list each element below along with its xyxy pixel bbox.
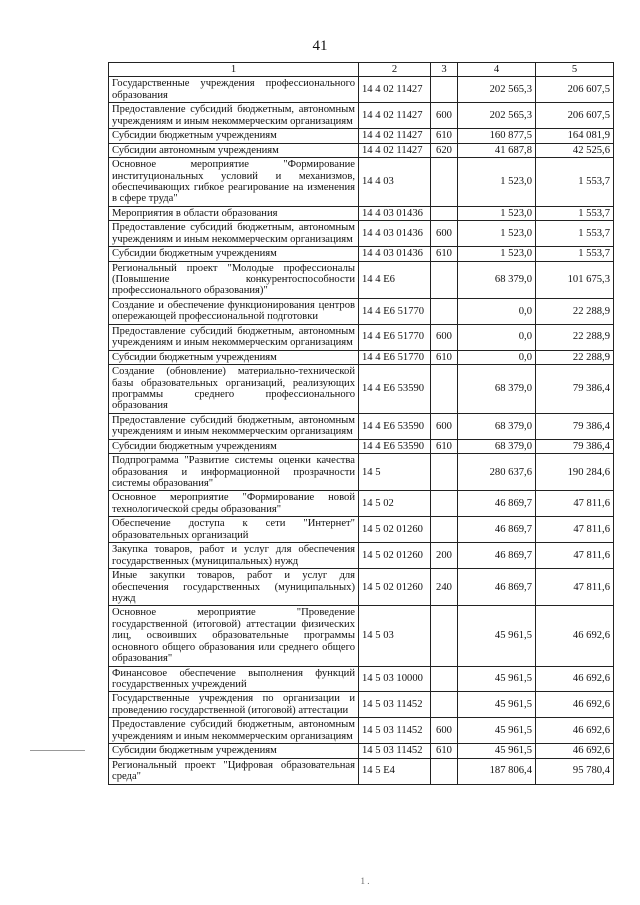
cell-name: Предоставление субсидий бюджетным, автономным учреждениям и иным некоммерческим организациям — [109, 324, 359, 350]
cell-amount-year-1: 46 869,7 — [458, 517, 536, 543]
cell-amount-year-1: 0,0 — [458, 350, 536, 364]
cell-expense-type: 610 — [431, 247, 458, 261]
cell-expense-type: 200 — [431, 543, 458, 569]
cell-code: 14 5 02 — [359, 491, 431, 517]
cell-code: 14 4 02 11427 — [359, 77, 431, 103]
cell-expense-type — [431, 158, 458, 207]
table-row — [109, 543, 614, 569]
cell-expense-type — [431, 298, 458, 324]
table-row — [109, 692, 614, 718]
budget-table — [108, 62, 614, 785]
cell-name: Субсидии автономным учреждениям — [109, 143, 359, 157]
cell-expense-type — [431, 758, 458, 784]
table-row — [109, 221, 614, 247]
table-row — [109, 365, 614, 414]
table-row — [109, 103, 614, 129]
table-row — [109, 261, 614, 298]
cell-amount-year-2: 47 811,6 — [536, 543, 614, 569]
table-row — [109, 77, 614, 103]
cell-code: 14 5 — [359, 454, 431, 491]
cell-code: 14 4 03 01436 — [359, 206, 431, 220]
cell-amount-year-1: 45 961,5 — [458, 606, 536, 666]
cell-amount-year-2: 1 553,7 — [536, 158, 614, 207]
scan-mark-left — [30, 750, 85, 751]
page-number: 41 — [312, 38, 328, 54]
cell-amount-year-2: 46 692,6 — [536, 744, 614, 758]
cell-expense-type — [431, 666, 458, 692]
table-row — [109, 350, 614, 364]
cell-amount-year-1: 68 379,0 — [458, 413, 536, 439]
cell-amount-year-2: 46 692,6 — [536, 666, 614, 692]
cell-name: Предоставление субсидий бюджетным, автономным учреждениям и иным некоммерческим организациям — [109, 221, 359, 247]
cell-code: 14 5 03 11452 — [359, 744, 431, 758]
cell-code: 14 4 03 01436 — [359, 247, 431, 261]
cell-amount-year-2: 95 780,4 — [536, 758, 614, 784]
cell-name: Предоставление субсидий бюджетным, автономным учреждениям и иным некоммерческим организациям — [109, 718, 359, 744]
cell-amount-year-2: 47 811,6 — [536, 517, 614, 543]
cell-code: 14 5 03 11452 — [359, 718, 431, 744]
table-row — [109, 744, 614, 758]
cell-name: Субсидии бюджетным учреждениям — [109, 129, 359, 143]
cell-code: 14 4 E6 53590 — [359, 439, 431, 453]
cell-code: 14 4 02 11427 — [359, 103, 431, 129]
cell-amount-year-1: 46 869,7 — [458, 569, 536, 606]
table-row — [109, 454, 614, 491]
cell-amount-year-1: 1 523,0 — [458, 221, 536, 247]
cell-amount-year-2: 79 386,4 — [536, 413, 614, 439]
header-col-5: 5 — [536, 63, 614, 77]
cell-expense-type: 620 — [431, 143, 458, 157]
cell-code: 14 5 02 01260 — [359, 517, 431, 543]
cell-amount-year-1: 1 523,0 — [458, 206, 536, 220]
table-row — [109, 439, 614, 453]
cell-code: 14 4 02 11427 — [359, 129, 431, 143]
cell-amount-year-1: 202 565,3 — [458, 103, 536, 129]
cell-name: Региональный проект "Цифровая образовательная среда" — [109, 758, 359, 784]
table-row — [109, 413, 614, 439]
cell-code: 14 5 02 01260 — [359, 569, 431, 606]
cell-code: 14 4 03 — [359, 158, 431, 207]
cell-amount-year-1: 45 961,5 — [458, 744, 536, 758]
table-row — [109, 569, 614, 606]
cell-expense-type: 610 — [431, 350, 458, 364]
cell-amount-year-2: 22 288,9 — [536, 298, 614, 324]
cell-amount-year-1: 68 379,0 — [458, 365, 536, 414]
cell-expense-type — [431, 77, 458, 103]
cell-expense-type — [431, 491, 458, 517]
cell-amount-year-1: 0,0 — [458, 298, 536, 324]
cell-name: Подпрограмма "Развитие системы оценки качества образования и информационной прозрачности системы образования" — [109, 454, 359, 491]
cell-amount-year-1: 1 523,0 — [458, 158, 536, 207]
cell-amount-year-2: 206 607,5 — [536, 103, 614, 129]
cell-amount-year-1: 46 869,7 — [458, 543, 536, 569]
cell-name: Обеспечение доступа к сети "Интернет" образовательных организаций — [109, 517, 359, 543]
cell-code: 14 4 E6 53590 — [359, 413, 431, 439]
cell-name: Создание (обновление) материально-технической базы образовательных организаций, реализующих программы среднего профессионального образования — [109, 365, 359, 414]
header-col-2: 2 — [359, 63, 431, 77]
cell-code: 14 4 02 11427 — [359, 143, 431, 157]
cell-amount-year-2: 47 811,6 — [536, 569, 614, 606]
cell-amount-year-2: 46 692,6 — [536, 718, 614, 744]
table-row — [109, 129, 614, 143]
cell-name: Закупка товаров, работ и услуг для обеспечения государственных (муниципальных) нужд — [109, 543, 359, 569]
cell-name: Основное мероприятие "Формирование институциональных условий и механизмов, обеспечивающих гибкое реагирование на изменения в сфере труда" — [109, 158, 359, 207]
table-row — [109, 324, 614, 350]
cell-expense-type — [431, 606, 458, 666]
cell-amount-year-1: 68 379,0 — [458, 261, 536, 298]
cell-amount-year-2: 1 553,7 — [536, 221, 614, 247]
cell-name: Основное мероприятие "Проведение государственной (итоговой) аттестации физических лиц, освоивших образовательные программы основного общего образования или среднего общего образования" — [109, 606, 359, 666]
cell-expense-type: 240 — [431, 569, 458, 606]
cell-amount-year-1: 187 806,4 — [458, 758, 536, 784]
cell-amount-year-2: 101 675,3 — [536, 261, 614, 298]
header-col-1: 1 — [109, 63, 359, 77]
cell-expense-type — [431, 365, 458, 414]
cell-name: Субсидии бюджетным учреждениям — [109, 439, 359, 453]
cell-amount-year-1: 280 637,6 — [458, 454, 536, 491]
cell-amount-year-2: 46 692,6 — [536, 606, 614, 666]
cell-code: 14 4 E6 51770 — [359, 324, 431, 350]
cell-name: Субсидии бюджетным учреждениям — [109, 247, 359, 261]
cell-amount-year-1: 160 877,5 — [458, 129, 536, 143]
cell-name: Региональный проект "Молодые профессионалы (Повышение конкурентоспособности профессионального образования)" — [109, 261, 359, 298]
bottom-mark: 1 . — [360, 876, 370, 886]
cell-name: Государственные учреждения по организации и проведению государственной (итоговой) аттестации — [109, 692, 359, 718]
cell-expense-type — [431, 454, 458, 491]
cell-code: 14 5 03 11452 — [359, 692, 431, 718]
cell-amount-year-2: 79 386,4 — [536, 365, 614, 414]
table-body — [109, 77, 614, 784]
cell-name: Предоставление субсидий бюджетным, автономным учреждениям и иным некоммерческим организациям — [109, 103, 359, 129]
cell-amount-year-2: 164 081,9 — [536, 129, 614, 143]
cell-amount-year-2: 42 525,6 — [536, 143, 614, 157]
table-row — [109, 158, 614, 207]
cell-amount-year-1: 45 961,5 — [458, 718, 536, 744]
cell-name: Субсидии бюджетным учреждениям — [109, 350, 359, 364]
table-row — [109, 143, 614, 157]
cell-code: 14 5 02 01260 — [359, 543, 431, 569]
cell-name: Государственные учреждения профессионального образования — [109, 77, 359, 103]
table-row — [109, 517, 614, 543]
cell-amount-year-2: 1 553,7 — [536, 247, 614, 261]
cell-code: 14 4 E6 51770 — [359, 350, 431, 364]
cell-expense-type: 600 — [431, 413, 458, 439]
cell-amount-year-1: 202 565,3 — [458, 77, 536, 103]
table-row — [109, 606, 614, 666]
cell-amount-year-1: 68 379,0 — [458, 439, 536, 453]
cell-amount-year-1: 0,0 — [458, 324, 536, 350]
cell-expense-type: 600 — [431, 221, 458, 247]
cell-expense-type: 610 — [431, 129, 458, 143]
cell-amount-year-1: 45 961,5 — [458, 692, 536, 718]
table-row — [109, 206, 614, 220]
cell-name: Субсидии бюджетным учреждениям — [109, 744, 359, 758]
cell-amount-year-1: 46 869,7 — [458, 491, 536, 517]
cell-name: Предоставление субсидий бюджетным, автономным учреждениям и иным некоммерческим организациям — [109, 413, 359, 439]
cell-amount-year-1: 45 961,5 — [458, 666, 536, 692]
cell-code: 14 4 E6 — [359, 261, 431, 298]
cell-code: 14 4 E6 51770 — [359, 298, 431, 324]
cell-name: Финансовое обеспечение выполнения функций государственных учреждений — [109, 666, 359, 692]
header-col-4: 4 — [458, 63, 536, 77]
cell-amount-year-2: 22 288,9 — [536, 324, 614, 350]
cell-expense-type — [431, 261, 458, 298]
cell-code: 14 5 E4 — [359, 758, 431, 784]
table-header-row — [109, 63, 614, 77]
cell-amount-year-2: 79 386,4 — [536, 439, 614, 453]
cell-expense-type: 600 — [431, 324, 458, 350]
cell-code: 14 5 03 10000 — [359, 666, 431, 692]
cell-expense-type — [431, 517, 458, 543]
cell-name: Создание и обеспечение функционирования центров опережающей профессиональной подготовки — [109, 298, 359, 324]
cell-name: Иные закупки товаров, работ и услуг для обеспечения государственных (муниципальных) нужд — [109, 569, 359, 606]
cell-code: 14 4 E6 53590 — [359, 365, 431, 414]
cell-amount-year-2: 190 284,6 — [536, 454, 614, 491]
cell-expense-type: 600 — [431, 718, 458, 744]
cell-amount-year-2: 1 553,7 — [536, 206, 614, 220]
table-row — [109, 491, 614, 517]
cell-amount-year-2: 47 811,6 — [536, 491, 614, 517]
cell-expense-type — [431, 692, 458, 718]
cell-name: Основное мероприятие "Формирование новой технологической среды образования" — [109, 491, 359, 517]
cell-amount-year-2: 46 692,6 — [536, 692, 614, 718]
cell-amount-year-2: 206 607,5 — [536, 77, 614, 103]
cell-amount-year-2: 22 288,9 — [536, 350, 614, 364]
cell-expense-type — [431, 206, 458, 220]
cell-amount-year-1: 1 523,0 — [458, 247, 536, 261]
cell-expense-type: 600 — [431, 103, 458, 129]
table-row — [109, 247, 614, 261]
table-row — [109, 666, 614, 692]
cell-code: 14 4 03 01436 — [359, 221, 431, 247]
cell-code: 14 5 03 — [359, 606, 431, 666]
table-row — [109, 298, 614, 324]
table-row — [109, 758, 614, 784]
cell-amount-year-1: 41 687,8 — [458, 143, 536, 157]
cell-expense-type: 610 — [431, 744, 458, 758]
cell-expense-type: 610 — [431, 439, 458, 453]
table-row — [109, 718, 614, 744]
cell-name: Мероприятия в области образования — [109, 206, 359, 220]
header-col-3: 3 — [431, 63, 458, 77]
